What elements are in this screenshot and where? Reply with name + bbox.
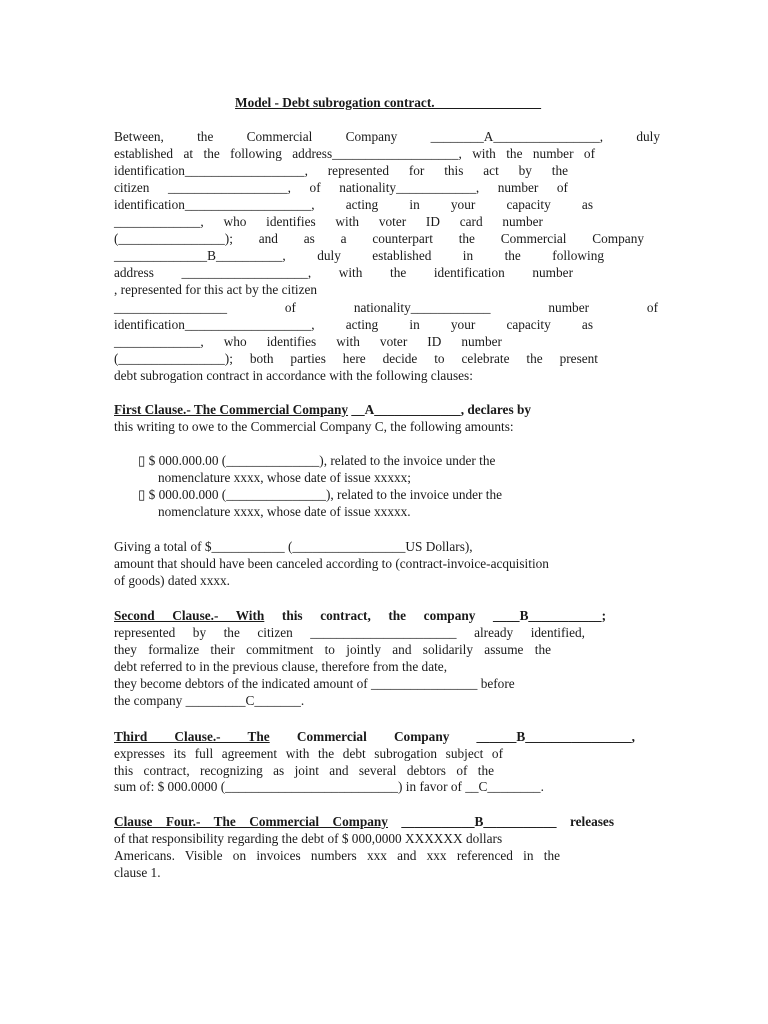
clause-line: of that responsibility regarding the debt of $ 000,0000 XXXXXX dollars bbox=[114, 831, 503, 846]
paragraph-line: identification___________________, acting in your capacity as bbox=[114, 317, 593, 332]
clause-heading-rest: __A_____________, declares by bbox=[348, 402, 531, 417]
clause-heading bbox=[114, 813, 614, 830]
clause-line: this contract, recognizing as joint and several debtors of the bbox=[114, 763, 494, 778]
paragraph-line: established at the following address___________________, with the number of bbox=[114, 146, 595, 161]
bullet-box-icon: ▯ bbox=[138, 487, 146, 502]
clause-heading bbox=[114, 607, 606, 624]
bullet-text: $ 000.000.00 (______________), related to the invoice under the bbox=[148, 453, 496, 468]
clause-heading-rest: this contract, the company ____B___________; bbox=[264, 608, 606, 623]
clause-line: represented by the citizen ______________________ already identified, bbox=[114, 625, 585, 640]
total-line: Giving a total of $___________ (_________________US Dollars), bbox=[114, 539, 473, 554]
bullet-continuation: nomenclature xxxx, whose date of issue xxxxx; bbox=[158, 470, 411, 485]
paragraph-line: (________________); and as a counterpart the Commercial Company bbox=[114, 231, 644, 246]
clause-line: expresses its full agreement with the debt subrogation subject of bbox=[114, 746, 503, 761]
clause-heading bbox=[114, 401, 660, 418]
clause-line: the company _________C_______. bbox=[114, 693, 305, 708]
paragraph-line: _____________, who identifies with voter ID card number bbox=[114, 214, 543, 229]
clause-heading-label: First Clause.- The Commercial Company bbox=[114, 402, 349, 417]
bullet-text: $ 000.00.000 (_______________), related to the invoice under the bbox=[148, 487, 503, 502]
paragraph-line: citizen __________________, of nationality____________, number of bbox=[114, 180, 568, 195]
clause-heading-rest: Commercial Company ______B________________, bbox=[269, 729, 635, 744]
total-line: amount that should have been canceled according to (contract-invoice-acquisition bbox=[114, 556, 549, 571]
paragraph-line: _________________ of nationality____________ number of bbox=[114, 300, 658, 315]
paragraph-line: , represented for this act by the citizen bbox=[114, 282, 318, 297]
clause-heading-rest: ___________B___________ releases bbox=[387, 814, 615, 829]
paragraph-line: identification__________________, represented for this act by the bbox=[114, 163, 568, 178]
bullet-box-icon: ▯ bbox=[138, 453, 146, 468]
paragraph-line: address ___________________, with the identification number bbox=[114, 265, 573, 280]
paragraph-line: ______________B__________, duly established in the following bbox=[114, 248, 604, 263]
bullet-item bbox=[138, 452, 569, 469]
bullet-continuation: nomenclature xxxx, whose date of issue xxxxx. bbox=[158, 504, 411, 519]
clause-line: they become debtors of the indicated amount of ________________ before bbox=[114, 676, 515, 691]
clause-line: Americans. Visible on invoices numbers xxx and xxx referenced in the bbox=[114, 848, 560, 863]
clause-line: this writing to owe to the Commercial Company C, the following amounts: bbox=[114, 419, 514, 434]
clause-line: clause 1. bbox=[114, 865, 161, 880]
paragraph-line: (________________); both parties here decide to celebrate the present bbox=[114, 351, 598, 366]
paragraph-line: identification___________________, acting in your capacity as bbox=[114, 197, 593, 212]
bullet-item bbox=[138, 486, 569, 503]
clause-heading bbox=[114, 728, 635, 745]
clause-line: sum of: $ 000.0000 (__________________________) in favor of __C________. bbox=[114, 779, 544, 794]
paragraph-line: Between, the Commercial Company ________A________________, duly bbox=[114, 129, 660, 144]
clause-line: debt referred to in the previous clause, therefore from the date, bbox=[114, 659, 448, 674]
paragraph-line: _____________, who identifies with voter ID number bbox=[114, 334, 502, 349]
clause-heading-label: Second Clause.- With bbox=[114, 608, 265, 623]
total-line: of goods) dated xxxx. bbox=[114, 573, 230, 588]
document-title: Model - Debt subrogation contract.________________ bbox=[235, 95, 541, 110]
clause-heading-label: Clause Four.- The Commercial Company bbox=[114, 814, 388, 829]
clause-heading-label: Third Clause.- The bbox=[114, 729, 270, 744]
clause-line: they formalize their commitment to jointly and solidarily assume the bbox=[114, 642, 551, 657]
paragraph-line: debt subrogation contract in accordance with the following clauses: bbox=[114, 368, 473, 383]
